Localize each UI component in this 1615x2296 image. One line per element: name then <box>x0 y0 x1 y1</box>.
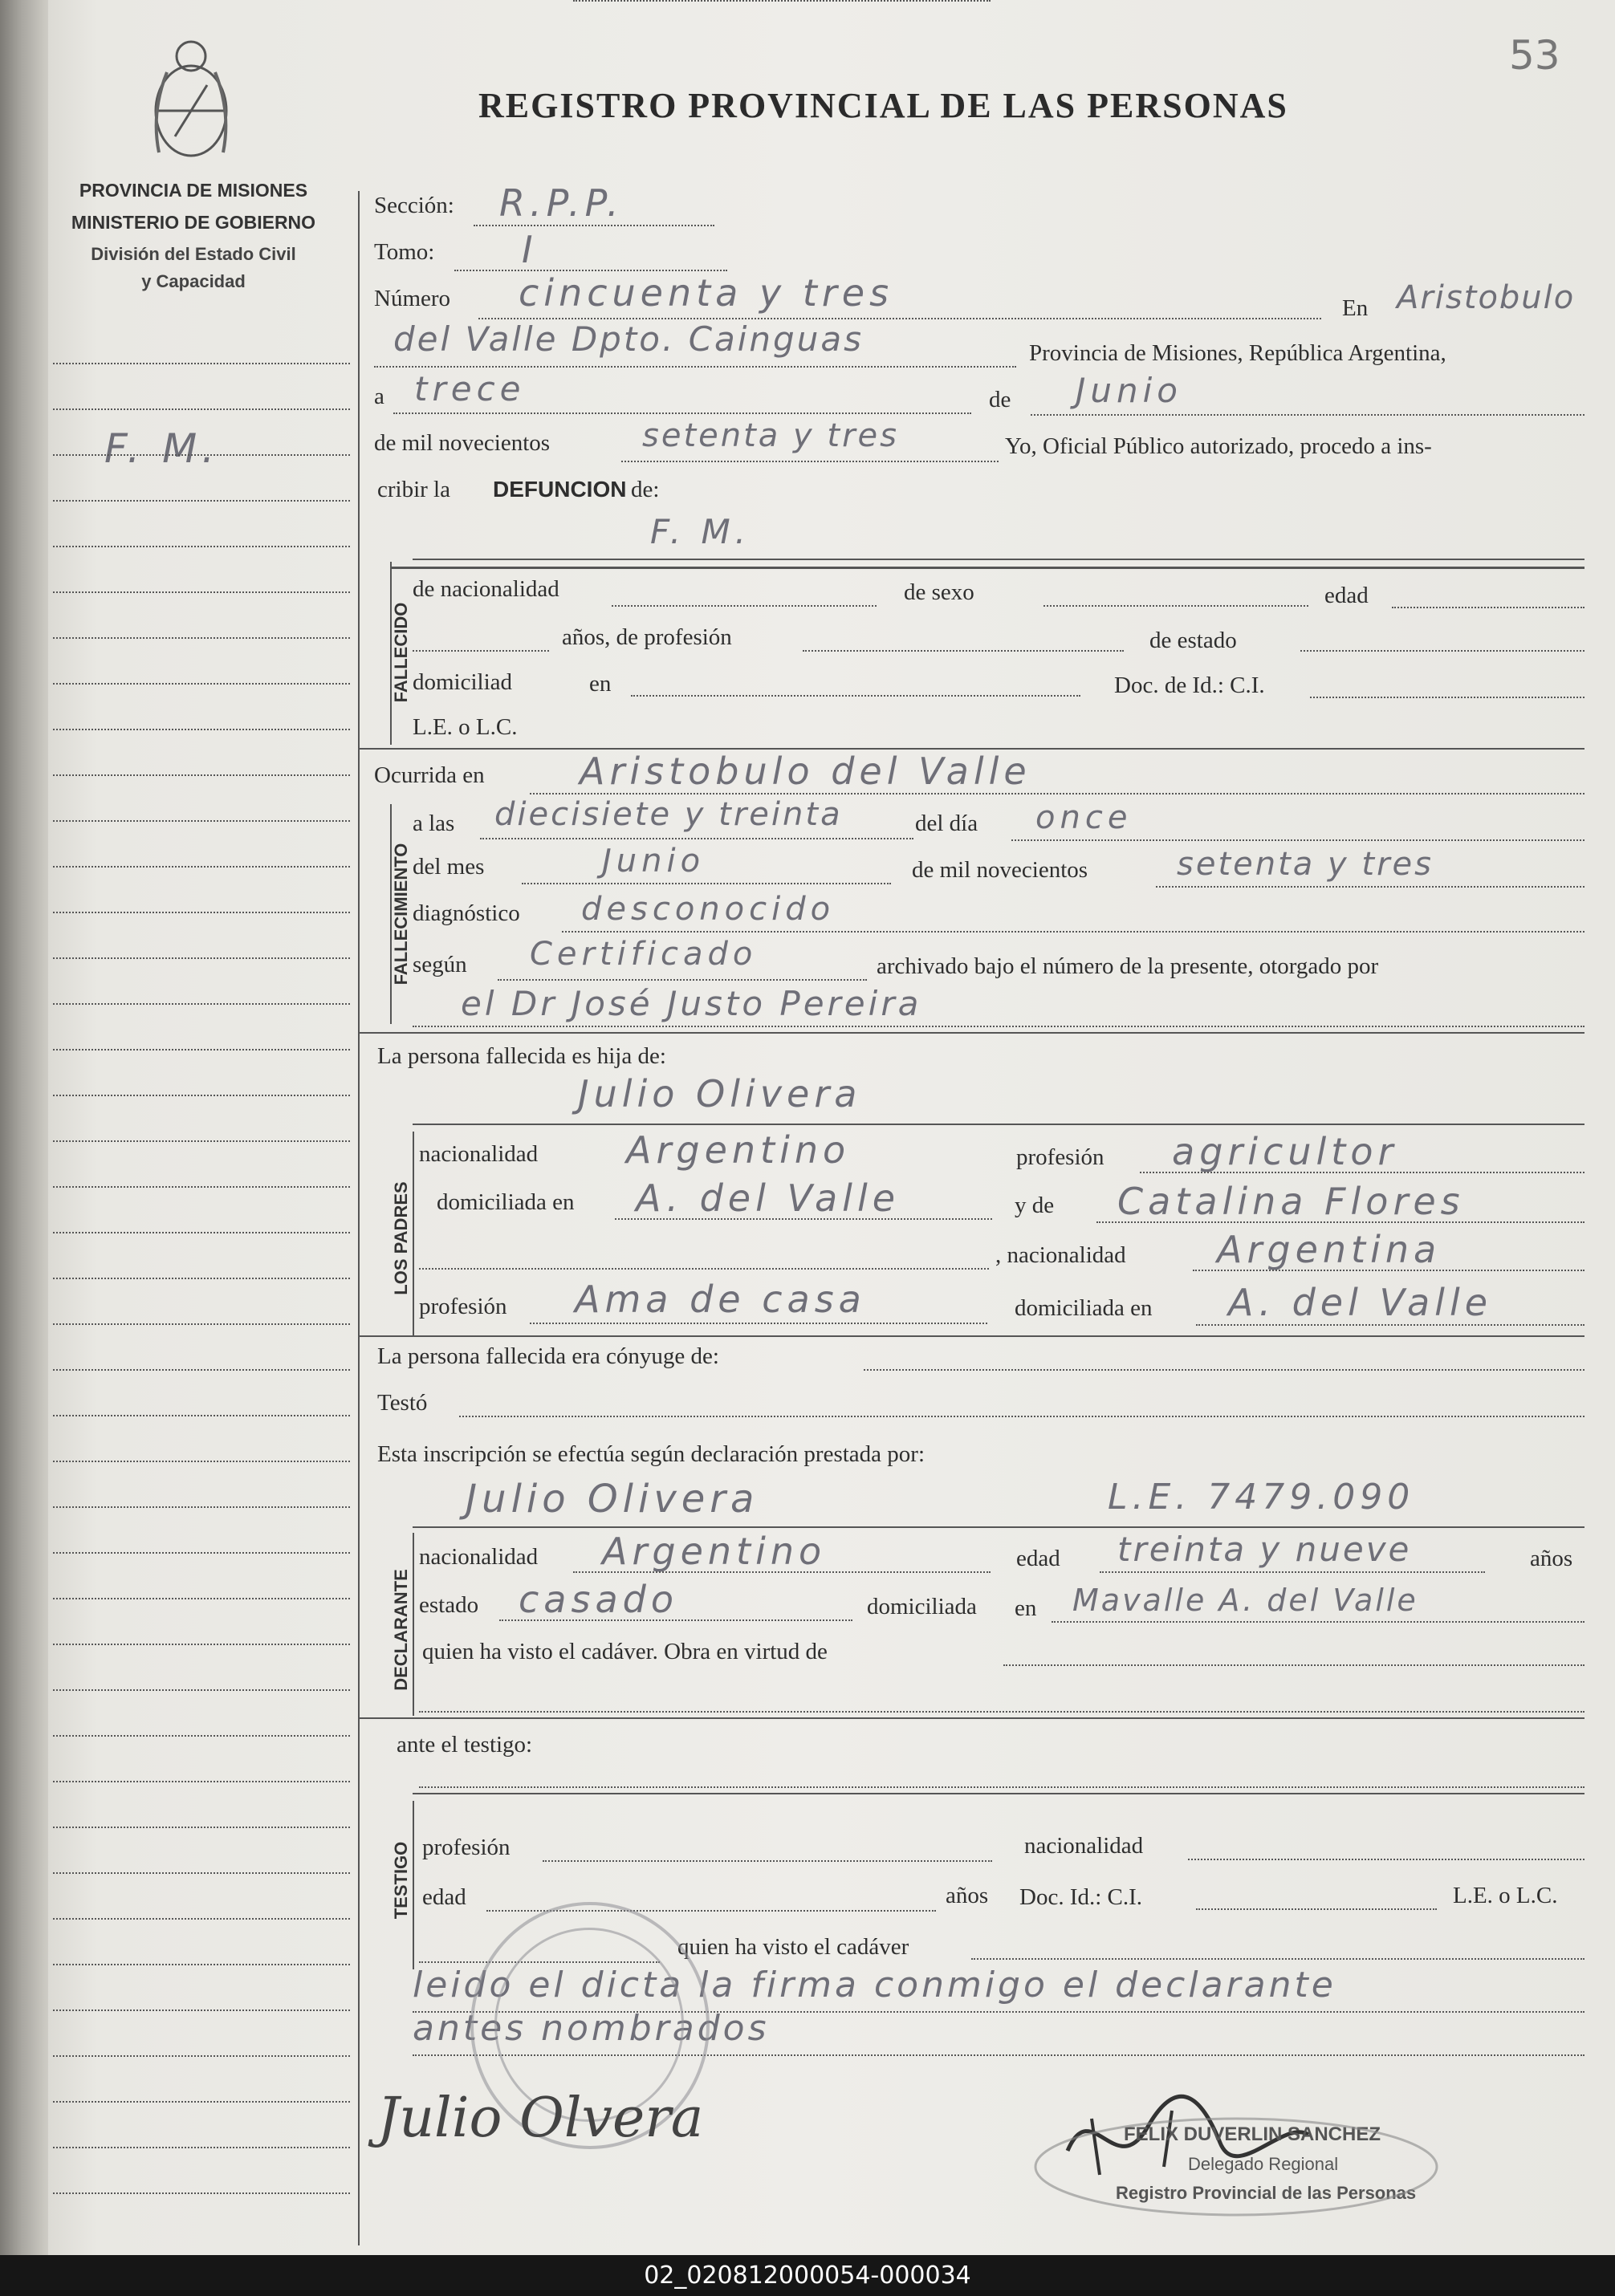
margin-rule <box>53 1369 350 1371</box>
padre-profesion-value: agricultor <box>1172 1130 1398 1173</box>
delmes-value: Junio <box>602 843 706 880</box>
segun-value: Certificado <box>530 936 758 973</box>
le-lc-label: L.E. o L.C. <box>413 714 518 740</box>
margin-rule <box>53 1689 350 1691</box>
conyuge-label: La persona fallecida era cónyuge de: <box>377 1343 719 1369</box>
margin-rule <box>53 1049 350 1050</box>
margin-rule <box>53 1140 350 1142</box>
declarante-edad-value: treinta y nueve <box>1117 1530 1412 1569</box>
margin-rule <box>53 683 350 685</box>
numero-value: cincuenta y tres <box>519 271 894 315</box>
mil-label: de mil novecientos <box>374 430 551 456</box>
coat-of-arms-icon <box>143 32 239 167</box>
edad-label: edad <box>1324 583 1369 608</box>
margin-rule <box>53 912 350 913</box>
ante-testigo-label: ante el testigo: <box>397 1732 533 1758</box>
declarante-domicilio-value: Mavalle A. del Valle <box>1072 1583 1418 1618</box>
margin-rule <box>53 2147 350 2148</box>
margin-rule <box>53 2055 350 2057</box>
margin-rule <box>53 1827 350 1828</box>
margin-rule <box>53 2101 350 2103</box>
section-declarante: DECLARANTE <box>391 1569 411 1691</box>
father-value: Julio Olivera <box>578 1072 862 1115</box>
margin-rule <box>53 1232 350 1233</box>
margin-rule <box>53 729 350 730</box>
testigo-profesion-label: profesión <box>422 1835 511 1860</box>
official-org: Registro Provincial de las Personas <box>1116 2183 1417 2203</box>
inscripcion-text: Esta inscripción se efectúa según declaración prestada por: <box>377 1441 925 1467</box>
margin-rule <box>53 2010 350 2011</box>
margin-rule <box>53 1323 350 1325</box>
padre-nacionalidad-value: Argentino <box>626 1128 851 1172</box>
domicilio-en-label: en <box>589 671 612 697</box>
closing-line-1: leido el dicta la firma conmigo el declarante <box>413 1965 1336 2005</box>
official-name: FELIX DUVERLIN SANCHEZ <box>1124 2123 1381 2145</box>
padres-intro: La persona fallecida es hija de: <box>377 1043 666 1069</box>
a-value: trece <box>414 369 526 408</box>
margin-rule <box>53 1598 350 1599</box>
mil-value: setenta y tres <box>642 417 899 454</box>
de-label: de <box>989 387 1011 412</box>
ydde-label: y de <box>1015 1193 1055 1218</box>
testigo-quien-text: quien ha visto el cadáver <box>677 1934 909 1960</box>
defuncion-text: DEFUNCION <box>493 477 627 502</box>
madre-domicilio-label: domiciliada en <box>1015 1295 1153 1321</box>
margin-rule <box>53 1918 350 1920</box>
testigo-anos-label: años <box>946 1883 989 1908</box>
margin-rule <box>53 866 350 868</box>
closing-line-2: antes nombrados <box>413 2008 770 2049</box>
margin-rule <box>53 1461 350 1462</box>
section-fallecido: FALLECIDO <box>391 602 411 703</box>
ocurrida-label: Ocurrida en <box>374 762 485 788</box>
testigo-nacionalidad-label: nacionalidad <box>1024 1833 1144 1859</box>
form-left-border <box>358 191 360 2245</box>
nacionalidad-label: de nacionalidad <box>413 576 559 602</box>
padre-nacionalidad-label: nacionalidad <box>419 1141 539 1167</box>
margin-rule <box>53 1095 350 1096</box>
tomo-label: Tomo: <box>374 239 435 265</box>
delmes-label: del mes <box>413 854 485 880</box>
madre-nacionalidad-label: , nacionalidad <box>995 1242 1126 1268</box>
testigo-doc-label: Doc. Id.: C.I. <box>1019 1884 1143 1910</box>
madre-domicilio-value: A. del Valle <box>1228 1281 1493 1324</box>
page-title: REGISTRO PROVINCIAL DE LAS PERSONAS <box>478 86 1288 125</box>
left-heading-ministry: MINISTERIO DE GOBIERNO <box>71 212 316 233</box>
estado-label: de estado <box>1149 628 1237 653</box>
deldia-value: once <box>1035 799 1133 836</box>
margin-rule <box>53 1278 350 1279</box>
margin-rule <box>53 1506 350 1508</box>
margin-rule <box>53 591 350 593</box>
margin-rule <box>53 820 350 822</box>
seccion-value: R.P.P. <box>499 181 624 225</box>
margin-rule <box>53 774 350 776</box>
margin-rule <box>53 1735 350 1737</box>
en-label: En <box>1342 295 1369 321</box>
provincia-text: Provincia de Misiones, República Argentina, <box>1029 340 1446 366</box>
left-heading-division: División del Estado Civil <box>91 244 296 264</box>
margin-rule <box>53 363 350 364</box>
margin-rule <box>53 1872 350 1874</box>
doctor-value: el Dr José Justo Pereira <box>461 984 922 1023</box>
margin-rule <box>53 546 350 547</box>
margin-rule <box>53 1003 350 1005</box>
book-binding <box>0 0 48 2255</box>
segun-label: según <box>413 952 467 977</box>
inscribir-text: cribir la <box>377 477 450 502</box>
testigo-edad-label: edad <box>422 1884 466 1910</box>
doc-id-label: Doc. de Id.: C.I. <box>1114 673 1265 698</box>
madre-profesion-value: Ama de casa <box>575 1278 866 1321</box>
margin-rule <box>53 1644 350 1645</box>
de-value: Junio <box>1076 371 1182 410</box>
footer-image-id: 02_020812000054-000034 <box>0 2255 1615 2296</box>
margin-rule <box>53 454 350 456</box>
tomo-value: I <box>522 228 538 271</box>
left-heading-province: PROVINCIA DE MISIONES <box>79 180 308 201</box>
declarante-en-label: en <box>1015 1595 1037 1621</box>
ocurrida-value: Aristobulo del Valle <box>580 750 1031 793</box>
demil-label: de mil novecientos <box>912 857 1088 883</box>
declarante-domicilio-label: domiciliada <box>867 1594 977 1619</box>
margin-rule <box>53 500 350 502</box>
declarante-signature: Julio Olvera <box>377 2087 704 2150</box>
en-value: Aristobulo <box>1397 279 1576 316</box>
oficial-text: Yo, Oficial Público autorizado, procedo a ins- <box>1005 433 1432 459</box>
declarante-nacionalidad-value: Argentino <box>602 1530 827 1573</box>
declarante-doc-value: L.E. 7479.090 <box>1108 1477 1415 1518</box>
deldia-label: del día <box>915 811 978 836</box>
margin-rule <box>53 1415 350 1416</box>
declarante-edad-label: edad <box>1016 1546 1060 1571</box>
deceased-name-value: F. M. <box>650 512 751 551</box>
numero-label: Número <box>374 286 451 311</box>
sexo-label: de sexo <box>904 579 974 605</box>
page-number: 53 <box>1509 32 1560 79</box>
en-value-2: del Valle Dpto. Cainguas <box>393 319 864 359</box>
alas-value: diecisiete y treinta <box>494 796 843 833</box>
declarante-estado-value: casado <box>519 1578 678 1621</box>
madre-profesion-label: profesión <box>419 1294 507 1319</box>
margin-rule <box>53 637 350 639</box>
a-label: a <box>374 384 384 409</box>
margin-rule <box>53 2192 350 2194</box>
diagnostico-value: desconocido <box>581 891 836 928</box>
alas-label: a las <box>413 811 455 836</box>
testo-label: Testó <box>377 1390 428 1416</box>
testigo-le-label: L.E. o L.C. <box>1453 1883 1558 1908</box>
left-heading-capacity: y Capacidad <box>141 271 246 291</box>
declarante-name-value: Julio Olivera <box>466 1477 759 1522</box>
margin-rule <box>53 1552 350 1554</box>
section-testigo: TESTIGO <box>391 1841 411 1920</box>
declarante-nacionalidad-label: nacionalidad <box>419 1544 539 1570</box>
de-colon: de: <box>631 477 660 502</box>
padre-profesion-label: profesión <box>1016 1144 1104 1170</box>
domiciliad-label: domiciliad <box>413 669 513 695</box>
declarante-anos-label: años <box>1530 1546 1573 1571</box>
madre-nacionalidad-value: Argentina <box>1217 1228 1442 1271</box>
margin-initials: F. M. <box>104 425 220 472</box>
mother-value: Catalina Flores <box>1117 1180 1465 1223</box>
margin-rule <box>53 1186 350 1188</box>
margin-rule <box>53 1964 350 1965</box>
margin-rule <box>53 957 350 959</box>
section-los-padres: LOS PADRES <box>391 1181 411 1295</box>
declarante-quien-text: quien ha visto el cadáver. Obra en virtud de <box>422 1639 828 1664</box>
margin-rule <box>53 1781 350 1782</box>
margin-rule <box>53 408 350 410</box>
archivado-text: archivado bajo el número de la presente, otorgado por <box>877 953 1379 979</box>
diagnostico-label: diagnóstico <box>413 900 520 926</box>
demil-value: setenta y tres <box>1177 846 1434 883</box>
anos-profesion-label: años, de profesión <box>562 624 732 650</box>
padre-domicilio-label: domiciliada en <box>437 1189 575 1215</box>
official-title: Delegado Regional <box>1188 2154 1339 2174</box>
declarante-estado-label: estado <box>419 1592 479 1618</box>
seccion-label: Sección: <box>374 193 454 218</box>
section-fallecimiento: FALLECIMIENTO <box>391 843 411 985</box>
padre-domicilio-value: A. del Valle <box>636 1176 901 1220</box>
